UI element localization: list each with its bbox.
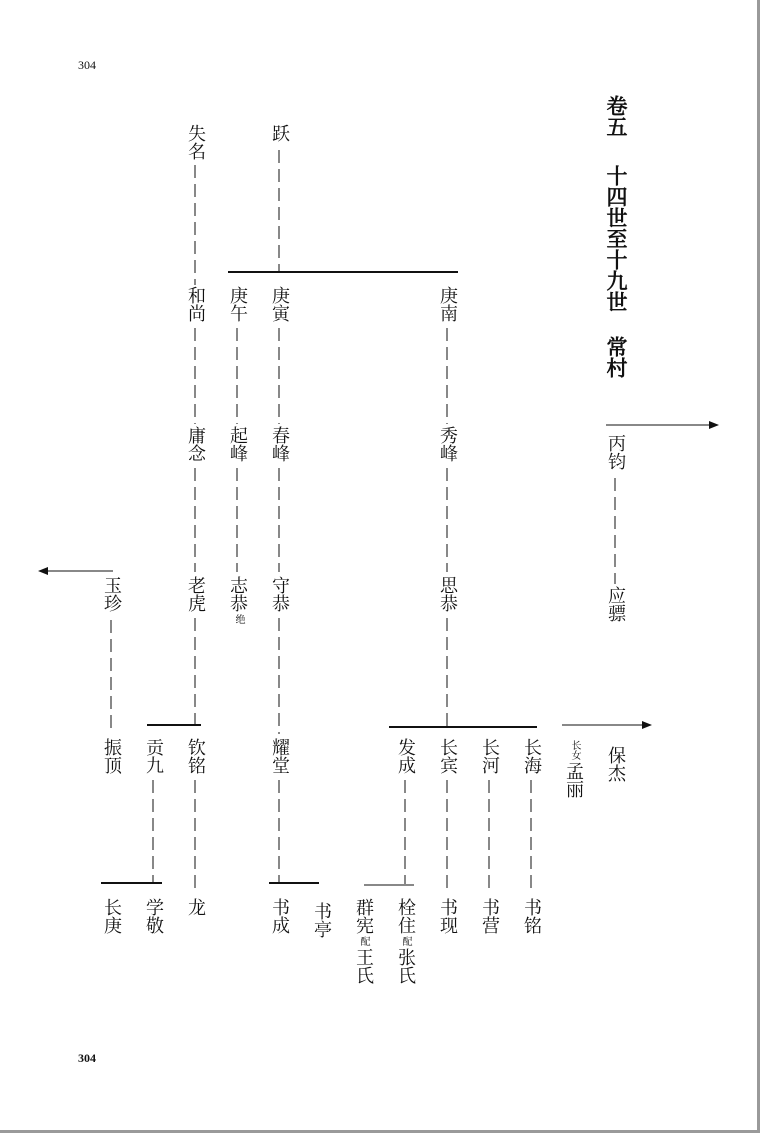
person-shuying: 书营 [479, 898, 500, 934]
person-facheng: 发成 [395, 738, 416, 774]
descent-dashed-lines [111, 150, 615, 892]
person-long: 龙 [185, 898, 206, 916]
sibling-bars [101, 272, 537, 883]
person-mengli: 孟丽 [563, 762, 584, 798]
spouse-zhangshi: 张氏 [395, 948, 416, 984]
person-yongnian: 庸念 [185, 426, 206, 462]
person-baojie: 保杰 [605, 746, 626, 782]
note-jue: 绝 [233, 614, 244, 624]
person-shuming: 书铭 [521, 898, 542, 934]
person-shuting: 书亭 [311, 902, 332, 938]
person-shucheng: 书成 [269, 898, 290, 934]
person-zhending: 振顶 [101, 738, 122, 774]
person-changhe: 长河 [479, 738, 500, 774]
note-pei-2: 配 [400, 936, 411, 946]
person-yaotang: 耀堂 [269, 738, 290, 774]
note-pei-1: 配 [358, 936, 369, 946]
page-number-top: 304 [78, 58, 96, 72]
person-xiufeng: 秀峰 [437, 426, 458, 462]
person-shuanzhu: 栓住 [395, 898, 416, 934]
person-bingjun: 丙钧 [605, 434, 626, 470]
person-qifeng: 起峰 [227, 426, 248, 462]
person-changhai: 长海 [521, 738, 542, 774]
person-gongjiu: 贡九 [143, 738, 164, 774]
volume-title: 卷五 [604, 95, 629, 137]
note-changnv: 长女 [569, 740, 580, 760]
person-shougong: 守恭 [269, 576, 290, 612]
person-yuzhen: 玉珍 [101, 576, 122, 612]
person-changgeng: 长庚 [101, 898, 122, 934]
person-gengyin: 庚寅 [269, 286, 290, 322]
continuation-arrows [39, 425, 718, 725]
person-zhigong: 志恭 [227, 576, 248, 612]
person-gengwu: 庚午 [227, 286, 248, 322]
person-shuxian: 书现 [437, 898, 458, 934]
person-yupiao: 应骠 [605, 586, 626, 622]
page-number-bottom: 304 [78, 1051, 96, 1065]
person-shiming: 失名 [185, 124, 206, 160]
person-heshang: 和尚 [185, 286, 206, 322]
person-qunxian: 群宪 [353, 898, 374, 934]
village-title: 常村 [604, 336, 629, 378]
person-qinming: 钦铭 [185, 738, 206, 774]
person-xuejing: 学敬 [143, 898, 164, 934]
person-yue: 跃 [269, 124, 290, 142]
person-gengnan: 庚南 [437, 286, 458, 322]
person-sigong: 思恭 [437, 576, 458, 612]
person-chunfeng: 春峰 [269, 426, 290, 462]
generations-title: 十四世至十九世 [604, 165, 629, 312]
spouse-wangshi: 王氏 [353, 948, 374, 984]
person-changbin: 长宾 [437, 738, 458, 774]
person-laohu: 老虎 [185, 576, 206, 612]
